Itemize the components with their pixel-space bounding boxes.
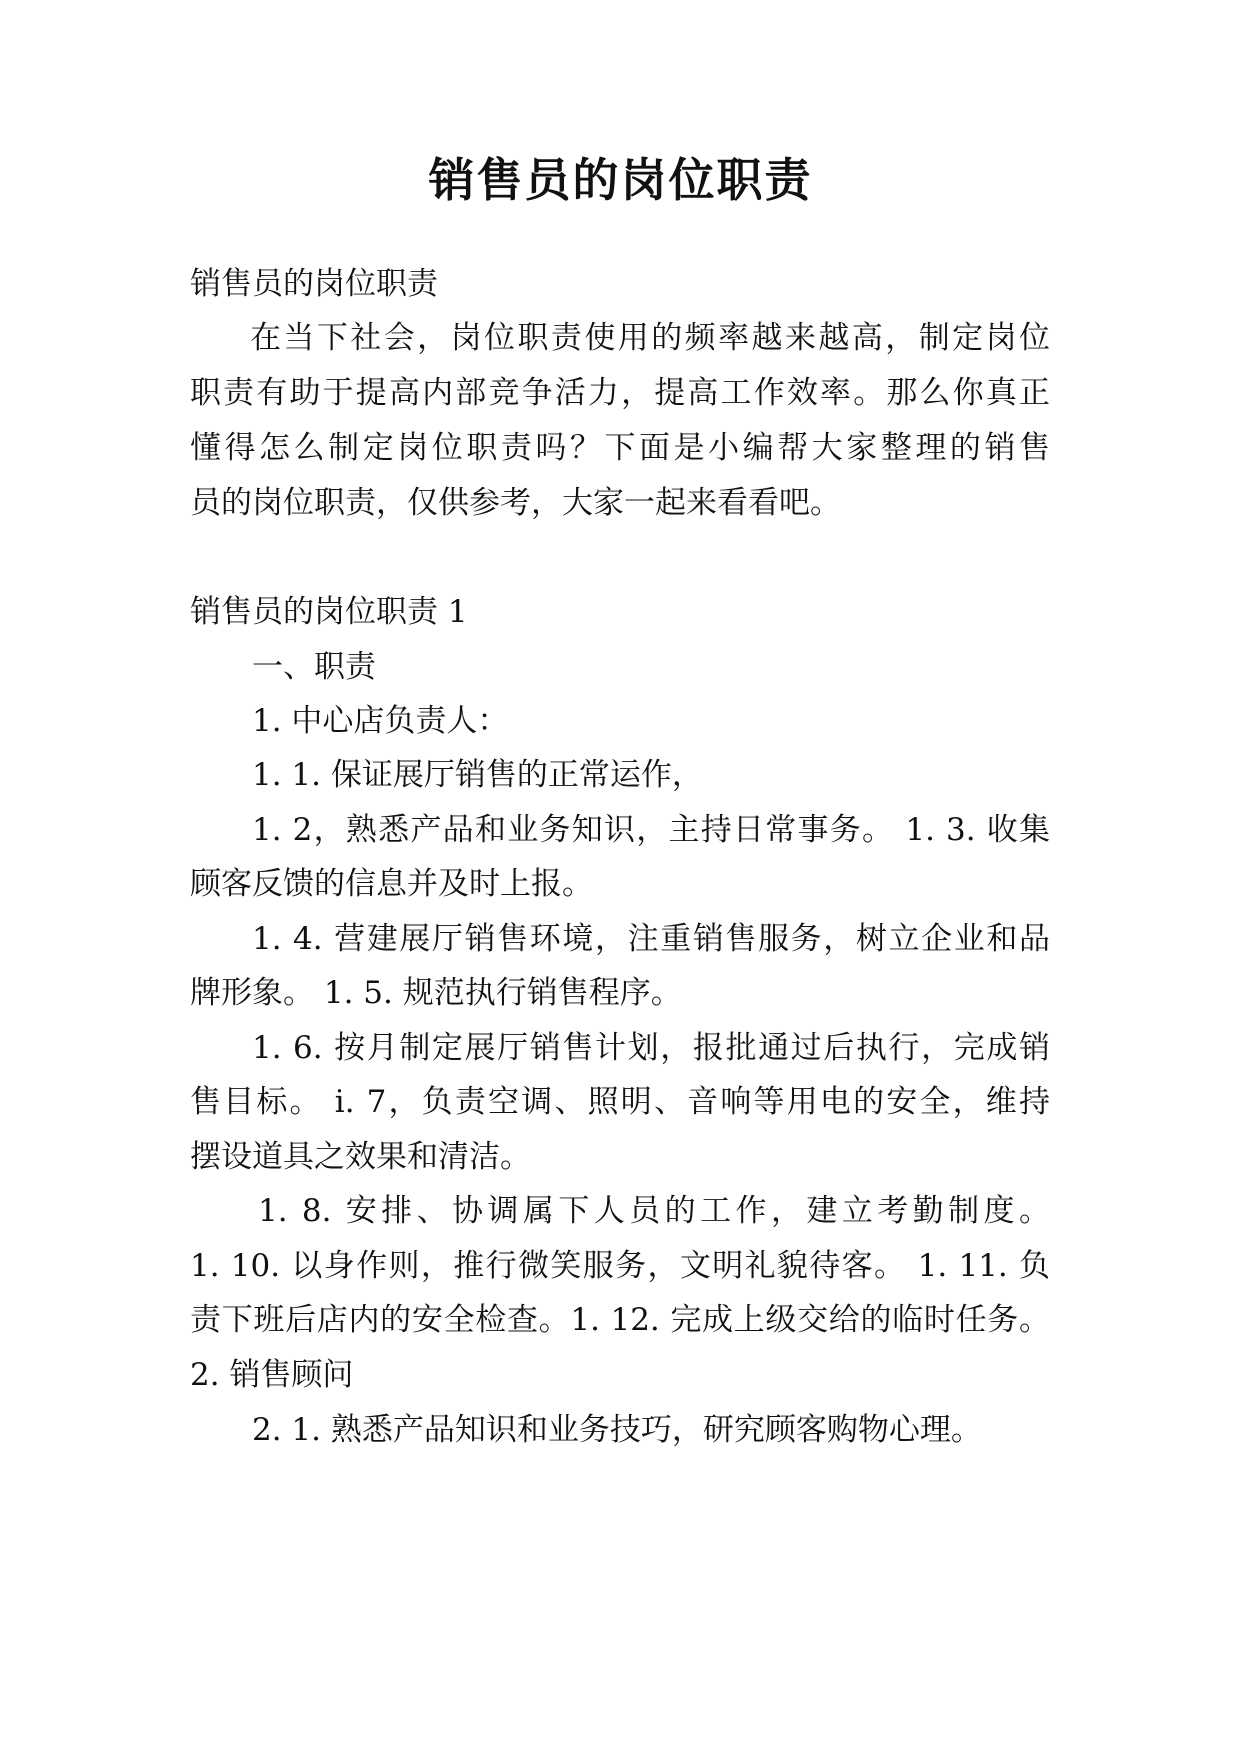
list-item: 1. 2，熟悉产品和业务知识，主持日常事务。 1. 3. 收集 [252, 812, 1050, 848]
intro-line-3: 懂得怎么制定岗位职责吗？下面是小编帮大家整理的销售 [190, 430, 1050, 466]
section-heading-1: 销售员的岗位职责 1 [190, 594, 468, 630]
list-item: 1. 8. 安排、协调属下人员的工作，建立考勤制度。 [258, 1193, 1050, 1229]
list-item-continuation: 顾客反馈的信息并及时上报。 [190, 866, 593, 902]
list-item: 1. 中心店负责人： [252, 703, 509, 739]
intro-line-1: 在当下社会，岗位职责使用的频率越来越高，制定岗位 [250, 320, 1050, 356]
list-item: 1. 4. 营建展厅销售环境，注重销售服务，树立企业和品 [252, 921, 1050, 957]
list-item: 2. 1. 熟悉产品知识和业务技巧，研究顾客购物心理。 [252, 1412, 982, 1448]
list-item: 2. 销售顾问 [190, 1357, 354, 1393]
list-item: 1. 10. 以身作则，推行微笑服务，文明礼貌待客。 1. 11. 负 [190, 1248, 1050, 1284]
intro-line-4: 员的岗位职责，仅供参考，大家一起来看看吧。 [190, 485, 841, 521]
list-item-continuation: 摆设道具之效果和清洁。 [190, 1139, 531, 1175]
list-item: 1. 6. 按月制定展厅销售计划，报批通过后执行，完成销 [252, 1030, 1050, 1066]
intro-line-2: 职责有助于提高内部竞争活力，提高工作效率。那么你真正 [190, 375, 1050, 411]
list-item: 1. 1. 保证展厅销售的正常运作， [252, 757, 703, 793]
document-title: 销售员的岗位职责 [428, 153, 813, 207]
list-item-continuation: 牌形象。 1. 5. 规范执行销售程序。 [190, 975, 682, 1011]
section-heading: 销售员的岗位职责 [190, 266, 438, 302]
subsection-heading: 一、职责 [252, 649, 376, 685]
list-item: 责下班后店内的安全检查。1. 12. 完成上级交给的临时任务。 [190, 1302, 1050, 1338]
list-item-continuation: 售目标。 i. 7，负责空调、照明、音响等用电的安全，维持 [190, 1084, 1050, 1120]
